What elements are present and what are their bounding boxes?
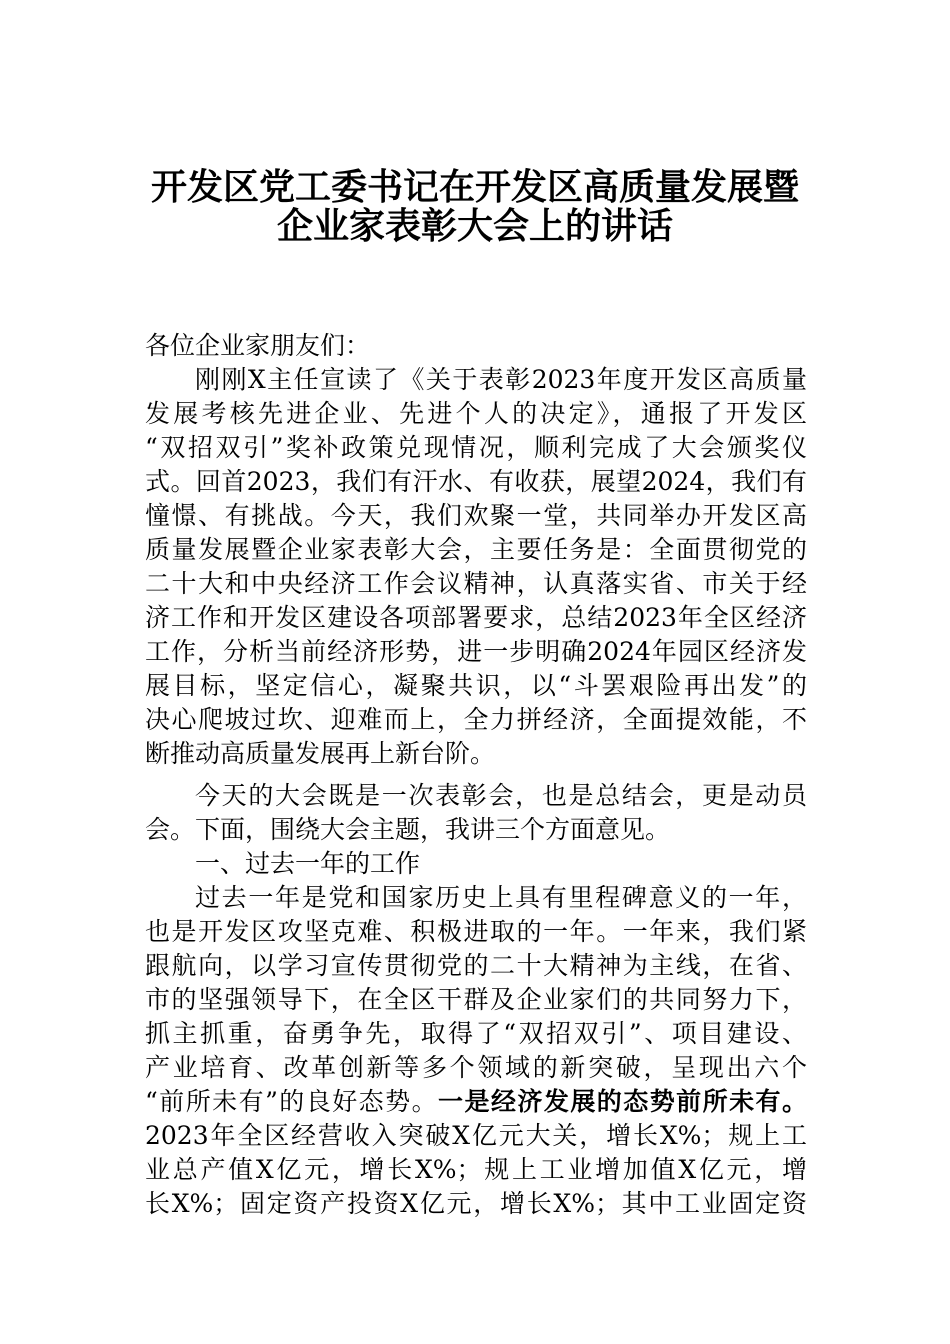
paragraph-line: 市的坚强领导下，在全区干群及企业家们的共同努力下， [145,985,807,1014]
section-heading: 一、过去一年的工作 [195,849,421,878]
paragraph-line: 长X%；固定资产投资X亿元，增长X%；其中工业固定资 [145,1189,807,1218]
paragraph-line: 产业培育、改革创新等多个领域的新突破，呈现出六个 [145,1053,807,1082]
paragraph-line: 发展考核先进企业、先进个人的决定》，通报了开发区 [145,399,807,428]
paragraph-line: 2023年全区经营收入突破X亿元大关，增长X%；规上工 [145,1121,807,1150]
paragraph-line: 济工作和开发区建设各项部署要求，总结2023年全区经济 [145,603,807,632]
document-title-line-2: 企业家表彰大会上的讲话 [276,206,673,247]
paragraph-line: 展目标，坚定信心，凝聚共识，以“斗罢艰险再出发”的 [145,671,807,700]
paragraph-line: 过去一年是党和国家历史上具有里程碑意义的一年， [195,883,807,912]
document-title-line-1: 开发区党工委书记在开发区高质量发展暨 [150,167,799,208]
paragraph-text: “前所未有”的良好态势。 [145,1087,439,1116]
paragraph-line: 二十大和中央经济工作会议精神，认真落实省、市关于经 [145,569,807,598]
paragraph-line: 跟航向，以学习宣传贯彻党的二十大精神为主线，在省、 [145,951,807,980]
salutation: 各位企业家朋友们： [145,331,371,360]
emphasis-text: 一是经济发展的态势前所未有。 [438,1087,807,1116]
paragraph-line: 今天的大会既是一次表彰会，也是总结会，更是动员 [195,781,807,810]
paragraph-line: 工作，分析当前经济形势，进一步明确2024年园区经济发 [145,637,807,666]
paragraph-line-mixed [145,1085,807,1119]
paragraph-line: “双招双引”奖补政策兑现情况，顺利完成了大会颁奖仪 [145,433,807,462]
paragraph-line: 业总产值X亿元，增长X%；规上工业增加值X亿元，增 [145,1155,807,1184]
paragraph-line: 刚刚X主任宣读了《关于表彰2023年度开发区高质量 [195,365,807,394]
paragraph-line: 也是开发区攻坚克难、积极进取的一年。一年来，我们紧 [145,917,807,946]
paragraph-line: 憧憬、有挑战。今天，我们欢聚一堂，共同举办开发区高 [145,501,807,530]
paragraph-line: 会。下面，围绕大会主题，我讲三个方面意见。 [145,815,671,844]
paragraph-line: 断推动高质量发展再上新台阶。 [145,739,496,768]
paragraph-line: 式。回首2023，我们有汗水、有收获，展望2024，我们有 [145,467,807,496]
paragraph-line: 质量发展暨企业家表彰大会，主要任务是：全面贯彻党的 [145,535,807,564]
paragraph-line: 决心爬坡过坎、迎难而上，全力拼经济，全面提效能，不 [145,705,807,734]
paragraph-line: 抓主抓重，奋勇争先，取得了“双招双引”、项目建设、 [145,1019,807,1048]
